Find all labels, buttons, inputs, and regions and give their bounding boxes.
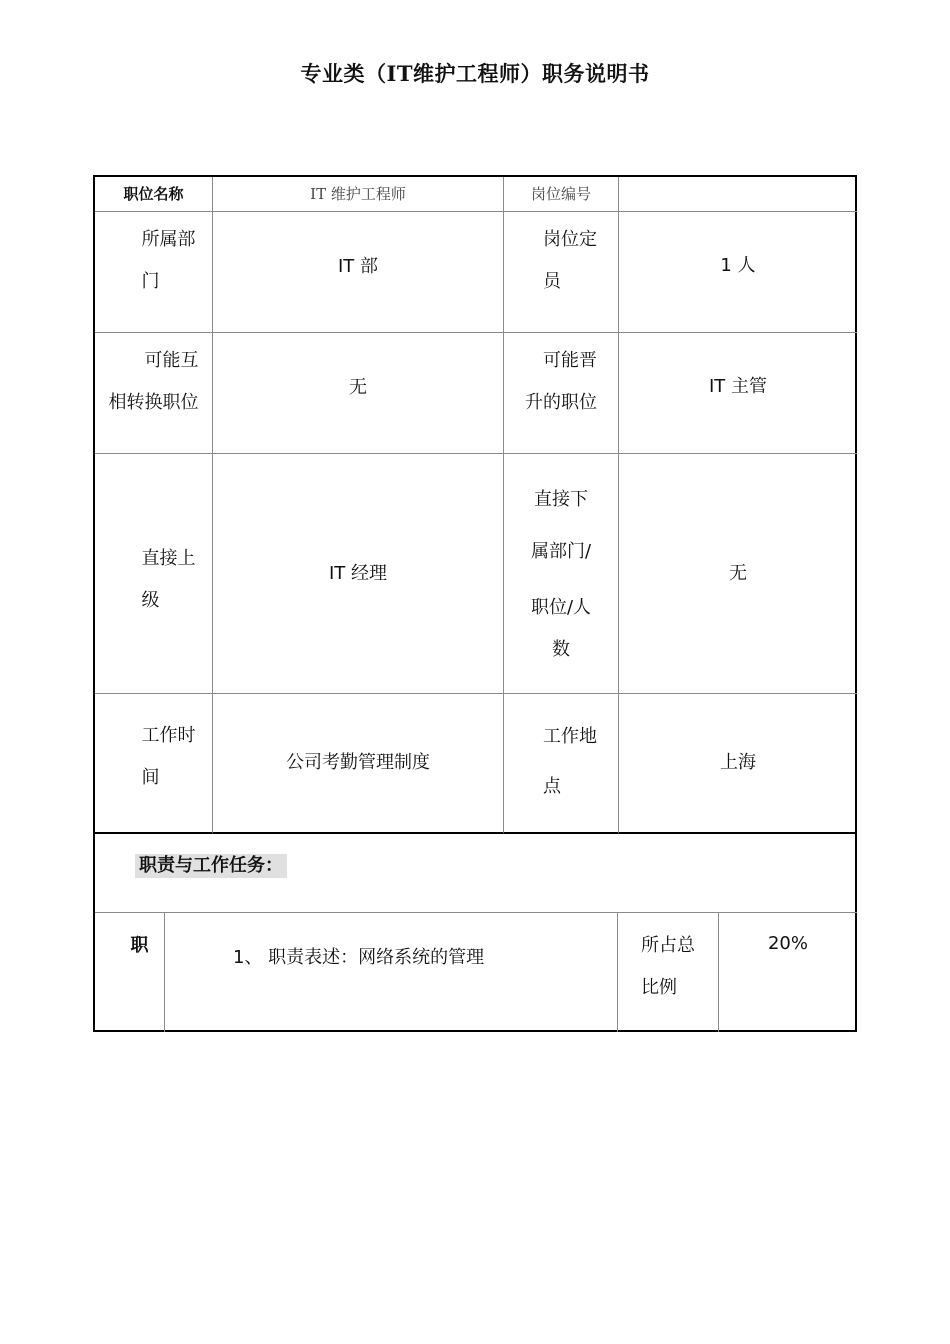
duty-item-1: 1、 职责表述：网络系统的管理 <box>165 913 618 1032</box>
value-direct-supervisor: IT 经理 <box>213 454 504 694</box>
value-position-name: IT 维护工程师 <box>213 177 504 212</box>
label-department: 所属部 门 <box>95 212 213 333</box>
value-position-code <box>619 177 857 212</box>
label-working-hours: 工作时 间 <box>95 694 213 834</box>
label-promotion-positions: 可能晋 升的职位 <box>504 333 619 454</box>
duties-section-title: 职责与工作任务： <box>135 854 287 878</box>
label-headcount: 岗位定 员 <box>504 212 619 333</box>
duty-side-label: 职 <box>95 913 165 1032</box>
duties-section-header <box>95 834 857 913</box>
value-direct-subordinates: 无 <box>619 454 857 694</box>
label-position-code: 岗位编号 <box>504 177 619 212</box>
document-title: 专业类（IT维护工程师）职务说明书 <box>300 61 650 86</box>
label-direct-supervisor: 直接上 级 <box>95 454 213 694</box>
duty-ratio-value: 20% <box>767 933 808 954</box>
label-position-name: 职位名称 <box>95 177 213 212</box>
value-working-hours: 公司考勤管理制度 <box>213 694 504 834</box>
value-promotion-positions: IT 主管 <box>619 333 857 454</box>
label-direct-subordinates: 直接下 属部门/ 职位/人 数 <box>504 454 619 694</box>
label-work-location: 工作地 点 <box>504 694 619 834</box>
duty-ratio-label: 所占总 比例 <box>618 913 719 1032</box>
value-interchangeable-positions: 无 <box>213 333 504 454</box>
value-department: IT 部 <box>213 212 504 333</box>
job-description-table <box>93 175 857 1032</box>
value-work-location: 上海 <box>619 694 857 834</box>
value-headcount: 1 人 <box>619 212 857 333</box>
label-interchangeable-positions: 可能互 相转换职位 <box>95 333 213 454</box>
